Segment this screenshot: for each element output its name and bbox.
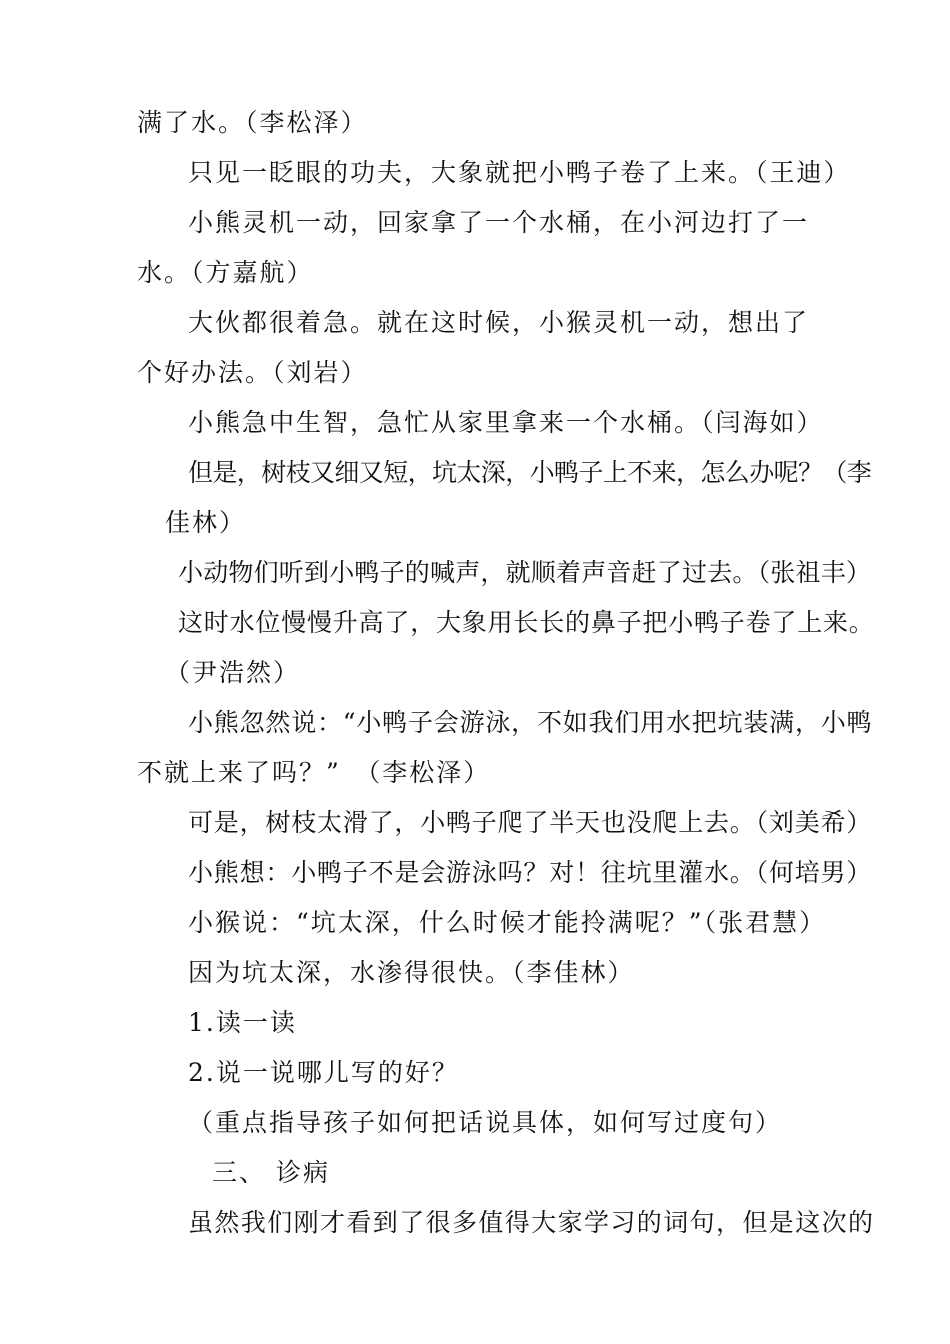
- text-line: 小熊想：小鸭子不是会游泳吗？对！往坑里灌水。（何培男）: [188, 858, 873, 887]
- text-line: 大伙都很着急。就在这时候，小猴灵机一动，想出了: [188, 308, 810, 337]
- text-line: 2.说一说哪儿写的好？: [188, 1058, 459, 1087]
- text-line: 满了水。（李松泽）: [137, 108, 368, 137]
- text-line: 只见一眨眼的功夫，大象就把小鸭子卷了上来。（王迪）: [188, 158, 851, 187]
- text-line: 不就上来了吗？” （李松泽）: [137, 758, 491, 787]
- text-line: （重点指导孩子如何把话说具体，如何写过度句）: [188, 1108, 783, 1137]
- text-line: 可是，树枝太滑了，小鸭子爬了半天也没爬上去。（刘美希）: [188, 808, 873, 837]
- text-line: 个好办法。（刘岩）: [137, 358, 368, 387]
- text-line: 佳林）: [165, 508, 247, 537]
- text-line: 但是，树枝又细又短，坑太深，小鸭子上不来，怎么办呢？（李: [188, 458, 872, 487]
- text-line: 1.读一读: [188, 1008, 297, 1037]
- text-line: 小熊灵机一动，回家拿了一个水桶，在小河边打了一: [188, 208, 810, 237]
- text-line: 小熊急中生智，急忙从家里拿来一个水桶。（闫海如）: [188, 408, 824, 437]
- text-line: 小猴说：“坑太深，什么时候才能拎满呢？”（张君慧）: [188, 908, 827, 937]
- text-line: 小熊忽然说：“小鸭子会游泳，不如我们用水把坑装满，小鸭: [188, 708, 873, 737]
- text-line: 因为坑太深，水渗得很快。（李佳林）: [188, 958, 635, 987]
- text-line: 虽然我们刚才看到了很多值得大家学习的词句，但是这次的: [188, 1208, 875, 1237]
- section-heading: 三、 诊病: [212, 1158, 330, 1187]
- text-line: 这时水位慢慢升高了，大象用长长的鼻子把小鸭子卷了上来。: [178, 608, 875, 637]
- text-line: （尹浩然）: [165, 658, 301, 687]
- text-line: 小动物们听到小鸭子的喊声，就顺着声音赶了过去。（张祖丰）: [178, 558, 872, 587]
- text-line: 水。（方嘉航）: [137, 258, 314, 287]
